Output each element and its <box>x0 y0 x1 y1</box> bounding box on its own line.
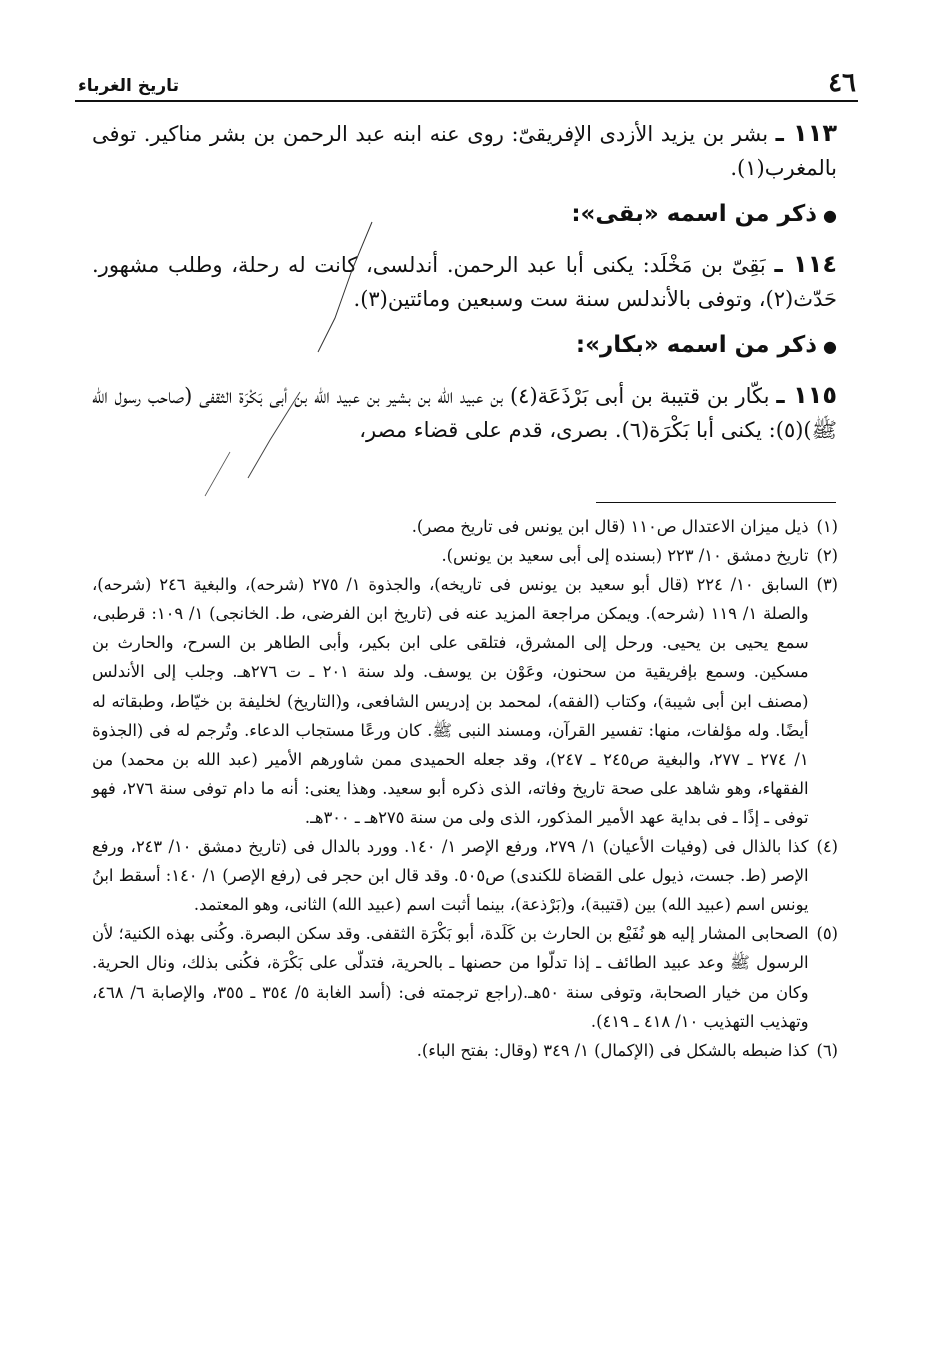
page-number: ٤٦ <box>828 68 856 98</box>
entry-number: ١١٥ ـ <box>776 381 838 409</box>
entry-number: ١١٣ ـ <box>775 119 837 147</box>
footnote-text: كذا ضبطه بالشكل فى (الإكمال) ١/ ٣٤٩ (وقال: بفتح الباء). <box>416 1040 809 1060</box>
footnote-number: (٤) <box>816 837 838 857</box>
bullet-icon: ● <box>823 206 837 225</box>
footnote-text: تاريخ دمشق ١٠/ ٢٢٣ (بسنده إلى أبى سعيد بن يونس). <box>441 546 809 566</box>
footnote <box>92 570 838 832</box>
header-rule <box>75 100 858 102</box>
footnote-number: (٣) <box>816 575 838 595</box>
footnote <box>92 832 838 919</box>
book-title: تاريخ الغرباء <box>78 76 179 96</box>
section-heading: ●ذكر من اسمه «بكار»: <box>575 332 837 358</box>
entry-114 <box>92 247 837 316</box>
bullet-icon: ● <box>823 337 837 356</box>
running-header <box>78 66 856 98</box>
footnote <box>92 919 838 1035</box>
footnote-number: (٦) <box>816 1040 838 1060</box>
footnote-number: (٢) <box>816 546 838 566</box>
footnote-text: السابق ١٠/ ٢٢٤ (قال أبو سعيد بن يونس فى تاريخه)، والجذوة ١/ ٢٧٥ (شرحه)، والبغية ٢٤٦ (شرحه)، والصلة ١/ ١١٩ (شرحه). ويمكن مراجعة المزيد عنه فى (تاريخ ابن الفرضى، ط. الخانجى) ١/ ١٠٩: قرطبى، سمع يحيى بن يحيى. ورحل إلى المشرق، فتلقى على ابن بكير، وأبى الطاهر بن السرح، والحارث بن مسكين. وسمع بإفريقية من سحنون، وعَوْن بن يوسف. ولد سنة ٢٠١ ـ ت ٢٧٦هـ. وجلب إلى الأندلس (مصنف ابن أبى شيبة)، وكتاب (الفقه)، لمحمد بن إدريس الشافعى، و(التاريخ) لخليفة بن خيّاط، وطبقاته له أيضًا. وله مؤلفات، منها: تفسير القرآن، ومسند النبى ﷺ. كان ورعًا مستجاب الدعاء. وتُرجم له فى (الجذوة ١/ ٢٧٤ ـ ٢٧٧، والبغية ص٢٤٥ ـ ٢٤٧)، وقد جعله الحميدى ممن شاورهم الأمير (عبد الله بن محمد) من الفقهاء، وهو شاهد على صحة تاريخ وفاته، الذى ذكره أبو سعيد. وهذا يعنى: أنه ما دام توفى سنة ٢٧٦، فهو توفى ـ إذًا ـ فى بداية عهد الأمير المذكور، الذى ولى من سنة ٢٧٥هـ ـ ٣٠٠هـ. <box>92 575 809 827</box>
footnote <box>92 541 838 570</box>
footnote-number: (١) <box>816 517 838 536</box>
entry-number: ١١٤ ـ <box>774 250 837 278</box>
entry-115 <box>92 378 837 447</box>
footnotes <box>92 512 838 1065</box>
section-heading: ●ذكر من اسمه «بقى»: <box>571 201 837 227</box>
footnote-text: كذا بالذال فى (وفيات الأعيان) ١/ ٢٧٩، ورفع الإصر ١/ ١٤٠. وورد بالدال فى (تاريخ دمشق ١٠/ ٢٤٣، ورفع الإصر (ط. جست، ذيول على القضاة للكندى) ص٥٠٥. وقد قال ابن حجر فى (رفع الإصر) ١/ ١٤٠: أسقط ابنُ يونس اسم (عبيد الله) بين (قتيبة)، و(بَرْذعة)، بينما أثبت اسم (عبيد الله) الثانى، وهو المعتمد. <box>92 837 809 915</box>
entry-text: بكّار بن قتيبة بن أبى بَرْذَعَة(٤) بن عبيد الله بن بشير بن عبيد الله بن أبى بَكْرَة الثقفى (صاحب رسول الله ﷺ)(٥): يكنى أبا بَكْرَة(٦). بصرى، قدم على قضاء مصر، <box>92 384 837 442</box>
footnote <box>92 1036 838 1065</box>
entry-113 <box>92 116 837 185</box>
footnote-text: الصحابى المشار إليه هو نُفَيْع بن الحارث بن كَلَدة، أبو بَكْرَة الثقفى. وقد سكن البصرة. وكُنى بهذه الكنية؛ لأن الرسول ﷺ وعد عبيد الطائف ـ إذا تدلّوا من حصنها ـ بالحرية، فتدلّى على بَكْرَة، فكُنى بذلك، ونال الحرية. وكان من خيار الصحابة، وتوفى سنة ٥٠هـ.(راجع ترجمته فى: (أسد الغابة ٥/ ٣٥٤ ـ ٣٥٥، والإصابة ٦/ ٤٦٨، وتهذيب التهذيب ١٠/ ٤١٨ ـ ٤١٩). <box>92 924 809 1031</box>
footnote <box>92 512 838 541</box>
footnote-separator <box>596 502 836 503</box>
footnote-number: (٥) <box>816 924 838 944</box>
entry-text: بَقِىّ بن مَخْلَد: يكنى أبا عبد الرحمن. أندلسى، كانت له رحلة، وطلب مشهور. حَدّث(٢)، وتوفى بالأندلس سنة ست وسبعين ومائتين(٣). <box>92 253 837 311</box>
footnote-text: ذيل ميزان الاعتدال ص١١٠ (قال ابن يونس فى تاريخ مصر). <box>411 517 809 536</box>
main-text <box>92 116 837 459</box>
entry-text: بشر بن يزيد الأزدى الإفريقىّ: روى عنه ابنه عبد الرحمن بن بشر مناكير. توفى بالمغرب(١). <box>92 122 837 180</box>
